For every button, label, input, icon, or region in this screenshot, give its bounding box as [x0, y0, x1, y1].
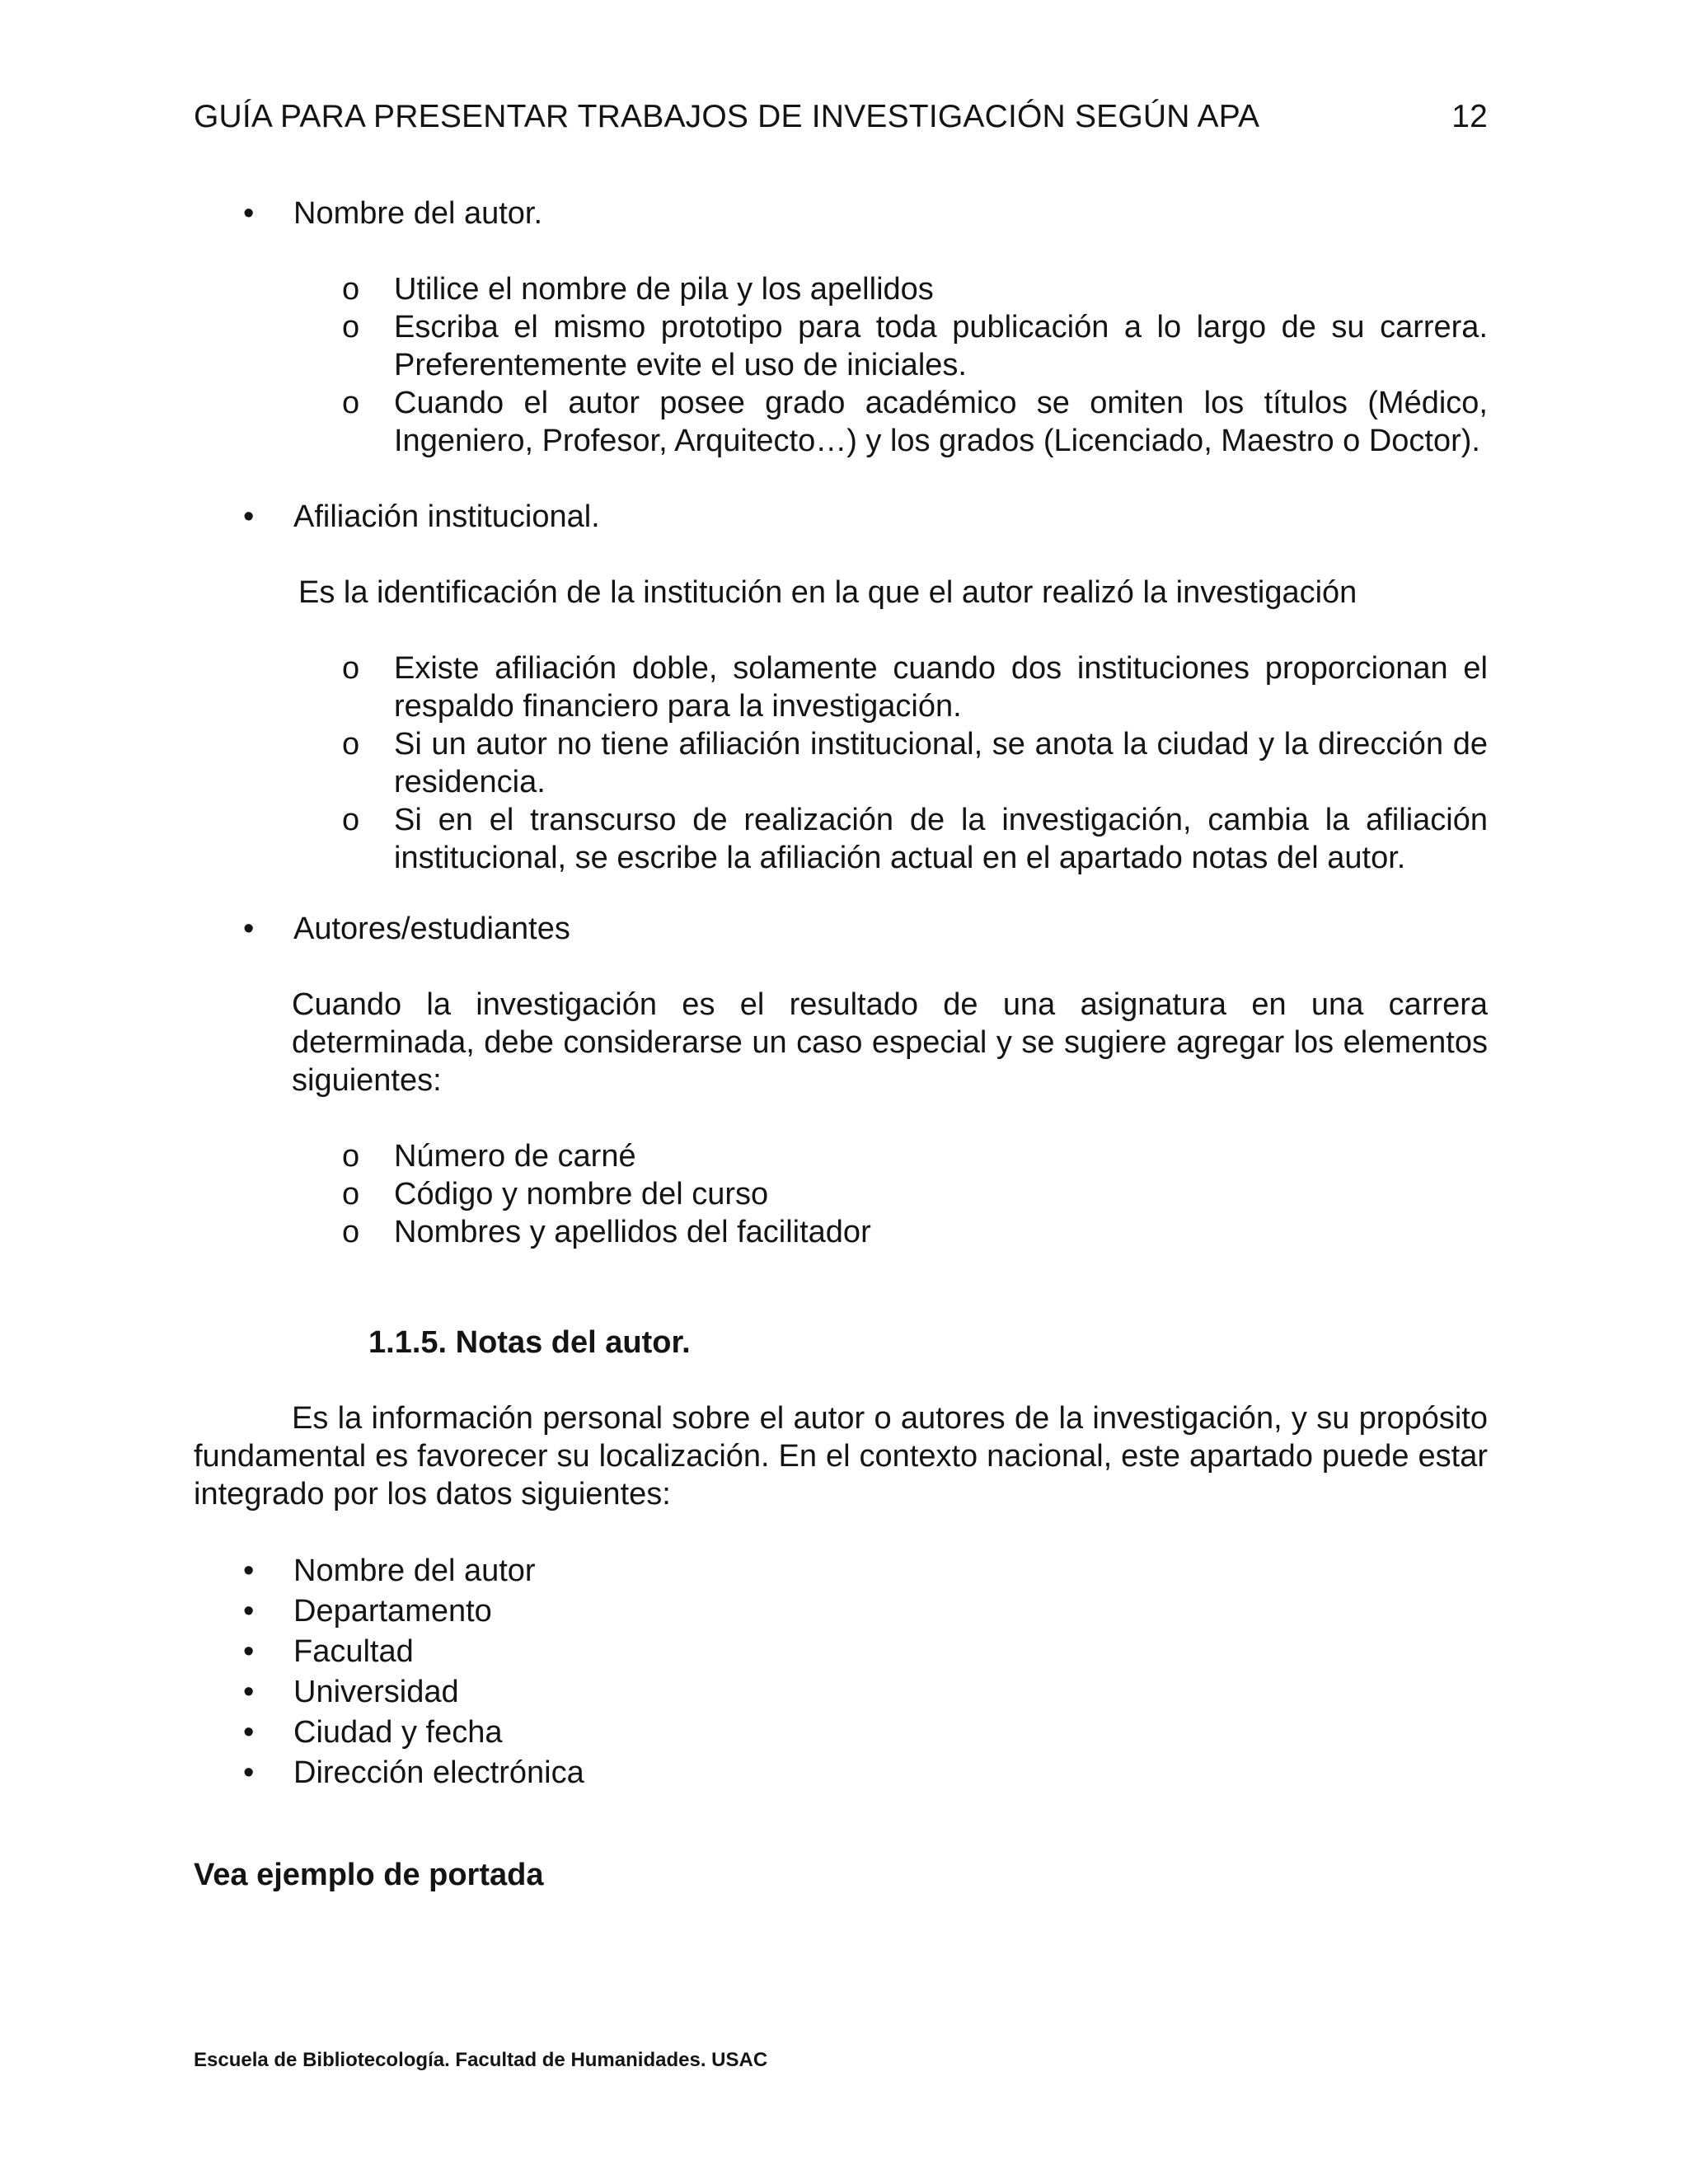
- notes-item: • Universidad: [194, 1672, 1488, 1713]
- author-name-item: o Cuando el autor posee grado académico se omiten los títulos (Médico, Ingeniero, Profesor, Arquitecto…) y los grados (Licenciado, Maestro o Doctor).: [194, 384, 1488, 460]
- page-content: [194, 194, 1488, 1894]
- author-name-item: o Escriba el mismo prototipo para toda publicación a lo largo de su carrera. Preferentemente evite el uso de iniciales.: [194, 308, 1488, 384]
- header-title: GUÍA PARA PRESENTAR TRABAJOS DE INVESTIGACIÓN SEGÚN APA: [194, 99, 1260, 134]
- author-name-item: o Utilice el nombre de pila y los apellidos: [194, 270, 1488, 308]
- bullet-students: • Autores/estudiantes: [194, 910, 1488, 948]
- students-item: o Número de carné: [194, 1137, 1488, 1175]
- page-number: 12: [1451, 99, 1488, 134]
- students-item: o Nombres y apellidos del facilitador: [194, 1213, 1488, 1251]
- notes-item: • Dirección electrónica: [194, 1753, 1488, 1793]
- students-item: o Código y nombre del curso: [194, 1175, 1488, 1213]
- affiliation-item: o Si en el transcurso de realización de la investigación, cambia la afiliación institucional, se escribe la afiliación actual en el apartado notas del autor.: [194, 801, 1488, 877]
- students-description: Cuando la investigación es el resultado de una asignatura en una carrera determinada, debe considerarse un caso especial y se sugiere agregar los elementos siguientes:: [292, 987, 1488, 1098]
- section-heading: 1.1.5. Notas del autor.: [368, 1325, 691, 1360]
- notes-item: • Facultad: [194, 1632, 1488, 1672]
- notes-item: • Departamento: [194, 1591, 1488, 1632]
- bullet-affiliation: • Afiliación institucional.: [194, 498, 1488, 536]
- notes-paragraph: Es la información personal sobre el autor o autores de la investigación, y su propósito fundamental es favorecer su localización. En el contexto nacional, este apartado puede estar integrado por los datos siguientes:: [194, 1401, 1488, 1511]
- affiliation-item: o Si un autor no tiene afiliación institucional, se anota la ciudad y la dirección de residencia.: [194, 725, 1488, 801]
- affiliation-description: Es la identificación de la institución en la que el autor realizó la investigación: [298, 575, 1357, 610]
- see-example-note: Vea ejemplo de portada: [194, 1858, 544, 1892]
- affiliation-item: o Existe afiliación doble, solamente cuando dos instituciones proporcionan el respaldo financiero para la investigación.: [194, 649, 1488, 725]
- notes-item: • Nombre del autor: [194, 1551, 1488, 1591]
- bullet-author-name: • Nombre del autor.: [194, 194, 1488, 232]
- page-footer: Escuela de Bibliotecología. Facultad de Humanidades. USAC: [194, 2049, 768, 2071]
- notes-item: • Ciudad y fecha: [194, 1713, 1488, 1753]
